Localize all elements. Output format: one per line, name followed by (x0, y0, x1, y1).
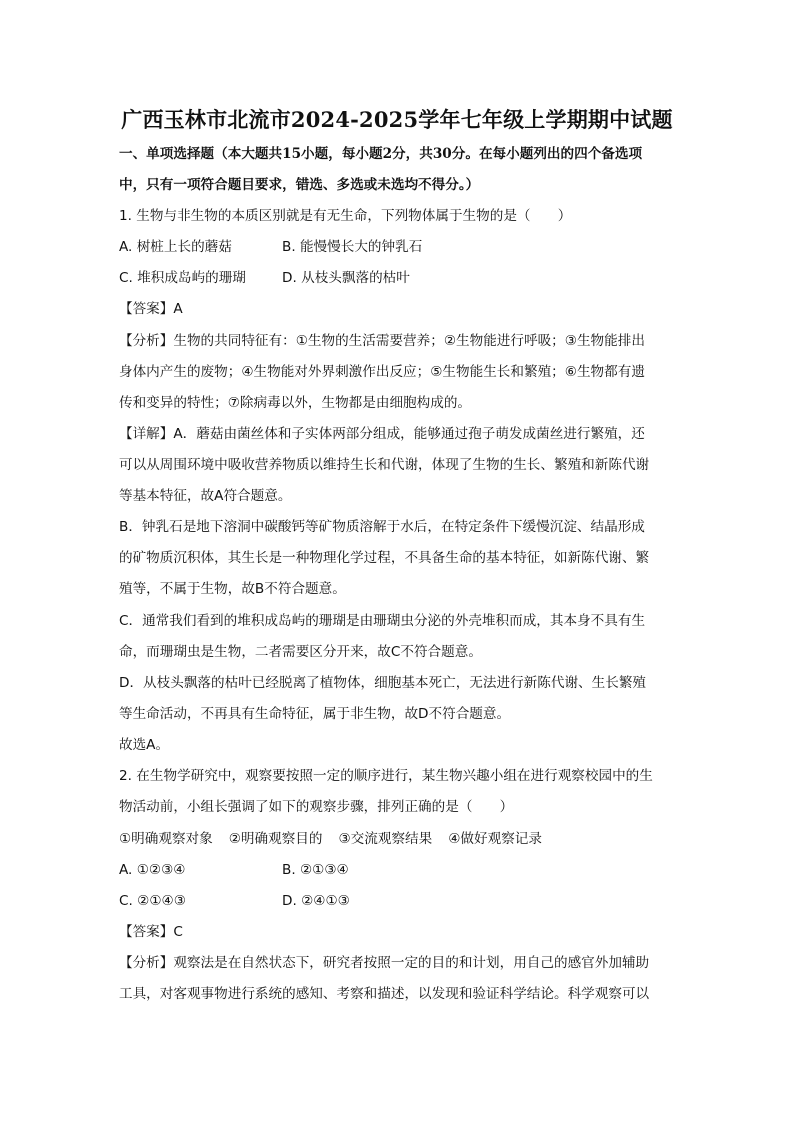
question-1-conclusion: 故选A。 (119, 737, 170, 753)
question-1-option-b: B. 能慢慢长大的钟乳石 (282, 239, 423, 255)
question-1-option-a: A. 树桩上长的蘑菇 (119, 239, 232, 255)
question-1-detail-line: B．钟乳石是地下溶洞中碳酸钙等矿物质溶解于水后，在特定条件下缓慢沉淀、结晶形成 (119, 519, 645, 535)
question-1-detail-line: C．通常我们看到的堆积成岛屿的珊瑚是由珊瑚虫分泌的外壳堆积而成，其本身不具有生 (119, 613, 646, 629)
question-2-step: ③交流观察结果 (338, 831, 433, 847)
question-2-stem-line: 物活动前，小组长强调了如下的观察步骤，排列正确的是（ ） (119, 799, 514, 815)
section-instruction-line-1: 一、单项选择题（本大题共15小题，每小题2分，共30分。在每小题列出的四个备选项 (119, 146, 643, 162)
section-instruction-line-2: 中，只有一项符合题目要求，错选、多选或未选均不得分。） (119, 177, 480, 193)
question-2-analysis-line: 工具，对客观事物进行系统的感知、考察和描述，以发现和验证科学结论。科学观察可以 (119, 986, 650, 1002)
question-2-step: ①明确观察对象 (119, 831, 213, 847)
question-1-analysis-line: 传和变异的特性；⑦除病毒以外，生物都是由细胞构成的。 (119, 395, 472, 411)
question-1-detail-line: 等生命活动，不再具有生命特征，属于非生物，故D不符合题意。 (119, 706, 511, 722)
question-1-detail-line: 等基本特征，故A符合题意。 (119, 488, 292, 504)
question-2-step: ②明确观察目的 (228, 831, 323, 847)
question-1-option-d: D. 从枝头飘落的枯叶 (282, 270, 410, 286)
question-2-step: ④做好观察记录 (448, 831, 542, 847)
question-2-option-d: D. ②④①③ (282, 893, 350, 909)
question-1-stem: 1. 生物与非生物的本质区别就是有无生命，下列物体属于生物的是（ ） (119, 208, 572, 224)
question-1-detail-line: 的矿物质沉积体，其生长是一种物理化学过程，不具备生命的基本特征，如新陈代谢、繁 (119, 550, 650, 566)
question-1-detail-line: 【详解】A．蘑菇由菌丝体和子实体两部分组成，能够通过孢子萌发成菌丝进行繁殖，还 (119, 426, 645, 442)
question-2-steps (119, 829, 679, 849)
question-1-detail-line: D．从枝头飘落的枯叶已经脱离了植物体，细胞基本死亡，无法进行新陈代谢、生长繁殖 (119, 675, 647, 691)
question-2-answer: 【答案】C (119, 924, 183, 940)
question-2-option-b: B. ②①③④ (282, 862, 349, 878)
question-1-answer: 【答案】A (119, 301, 183, 317)
question-1-analysis-line: 身体内产生的废物；④生物能对外界刺激作出反应；⑤生物能生长和繁殖；⑥生物都有遗 (119, 364, 645, 380)
question-2-option-c: C. ②①④③ (119, 893, 186, 909)
question-2-analysis-line: 【分析】观察法是在自然状态下，研究者按照一定的目的和计划，用自己的感官外加辅助 (119, 955, 650, 971)
question-2-stem-line: 2. 在生物学研究中，观察要按照一定的顺序进行，某生物兴趣小组在进行观察校园中的生 (119, 768, 653, 784)
question-1-option-c: C. 堆积成岛屿的珊瑚 (119, 270, 246, 286)
question-1-analysis-line: 【分析】生物的共同特征有：①生物的生活需要营养；②生物能进行呼吸；③生物能排出 (119, 333, 645, 349)
question-1-detail-line: 殖等，不属于生物，故B不符合题意。 (119, 581, 346, 597)
question-2-option-a: A. ①②③④ (119, 862, 186, 878)
document-title: 广西玉林市北流市2024-2025学年七年级上学期期中试题 (121, 107, 673, 132)
question-1-detail-line: 命，而珊瑚虫是生物，二者需要区分开来，故C不符合题意。 (119, 644, 482, 660)
question-1-detail-line: 可以从周围环境中吸收营养物质以维持生长和代谢，体现了生物的生长、繁殖和新陈代谢 (119, 457, 650, 473)
